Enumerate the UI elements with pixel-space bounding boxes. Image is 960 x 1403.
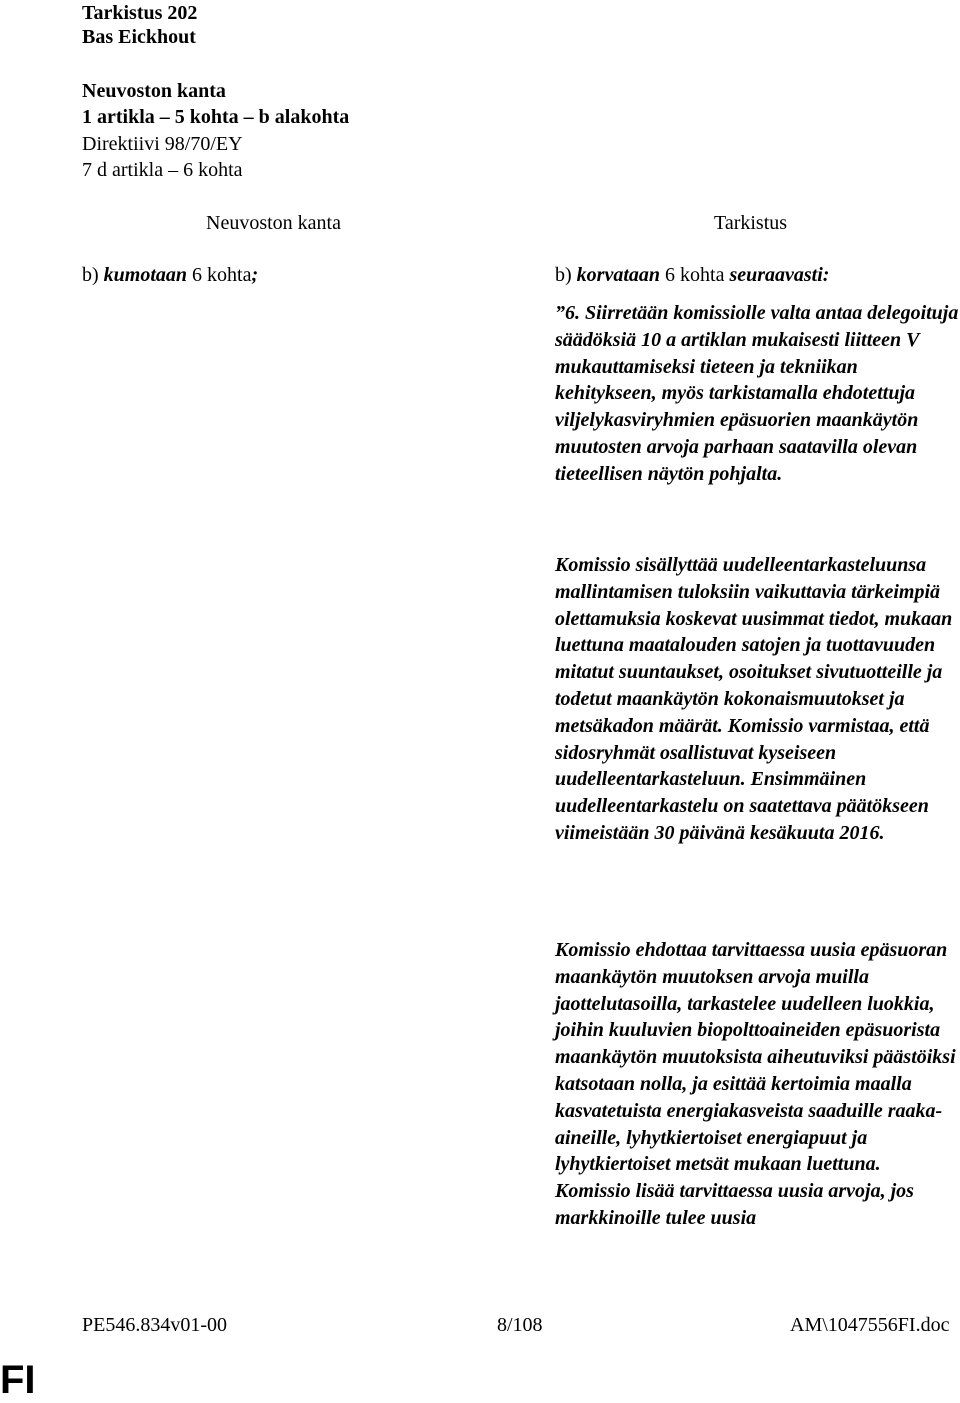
position-label: Neuvoston kanta: [82, 80, 226, 102]
right-intro-emphasis: korvataan: [576, 264, 661, 286]
left-prefix: b): [82, 264, 104, 286]
right-intro-end: seuraavasti:: [729, 264, 830, 286]
footer-doc-ref: PE546.834v01-00: [82, 1314, 227, 1336]
right-intro-prefix: b): [555, 264, 577, 286]
right-column-intro: [555, 262, 829, 288]
left-column-header: Neuvoston kanta: [206, 212, 341, 234]
article-reference: 1 artikla – 5 kohta – b alakohta: [82, 106, 350, 128]
amendment-paragraph-3: Komissio ehdottaa tarvittaessa uusia epäsuoran maankäytön muutoksen arvoja muilla jaottelutasoilla, tarkastelee uudelleen luokkia, joihin kuuluvien biopolttoaineiden epäsuorista maankäytön muutoksista aiheutuviksi päästöiksi katsotaan nolla, ja esittää kertoimia maalla kasvatetuista energiakasveista saaduille raaka-aineille, lyhytkiertoiset energiapuut ja lyhytkiertoiset metsät mukaan luettuna. Komissio lisää tarvittaessa uusia arvoja, jos markkinoille tulee uusia: [555, 939, 956, 1229]
right-intro-mid: 6 kohta: [660, 264, 730, 286]
amendment-author: Bas Eickhout: [82, 26, 196, 48]
amendment-number: Tarkistus 202: [82, 2, 198, 24]
left-end: ;: [251, 264, 259, 286]
right-column-header: Tarkistus: [714, 212, 788, 234]
footer-page-number: 8/108: [497, 1314, 543, 1336]
amendment-paragraph-1: ”6. Siirretään komissiolle valta antaa delegoituja säädöksiä 10 a artiklan mukaisesti liitteen V mukauttamiseksi tieteen ja tekniikan kehitykseen, myös tarkistamalla ehdotettuja viljelykasviryhmien epäsuorien maankäytön muutosten arvoja parhaan saatavilla olevan tieteellisen näytön pohjalta.: [555, 302, 959, 485]
sub-article-reference: 7 d artikla – 6 kohta: [82, 159, 243, 181]
left-column-text: [82, 262, 258, 288]
language-code: FI: [0, 1358, 36, 1402]
left-rest: 6 kohta: [187, 264, 252, 286]
amendment-paragraph-2: Komissio sisällyttää uudelleentarkasteluunsa mallintamisen tuloksiin vaikuttavia tärkeimpiä olettamuksia koskevat uusimmat tiedot, mukaan luettuna maatalouden satojen ja tuottavuuden mitatut suuntaukset, osoitukset sivutuotteille ja todetut maankäytön kokonaismuutokset ja metsäkadon määrät. Komissio varmistaa, että sidosryhmät osallistuvat kyseiseen uudelleentarkasteluun. Ensimmäinen uudelleentarkastelu on saatettava päätökseen viimeistään 30 päivänä kesäkuuta 2016.: [555, 554, 953, 844]
left-emphasis: kumotaan: [103, 264, 188, 286]
directive-reference: Direktiivi 98/70/EY: [82, 133, 243, 155]
footer-file-name: AM\1047556FI.doc: [790, 1314, 950, 1336]
